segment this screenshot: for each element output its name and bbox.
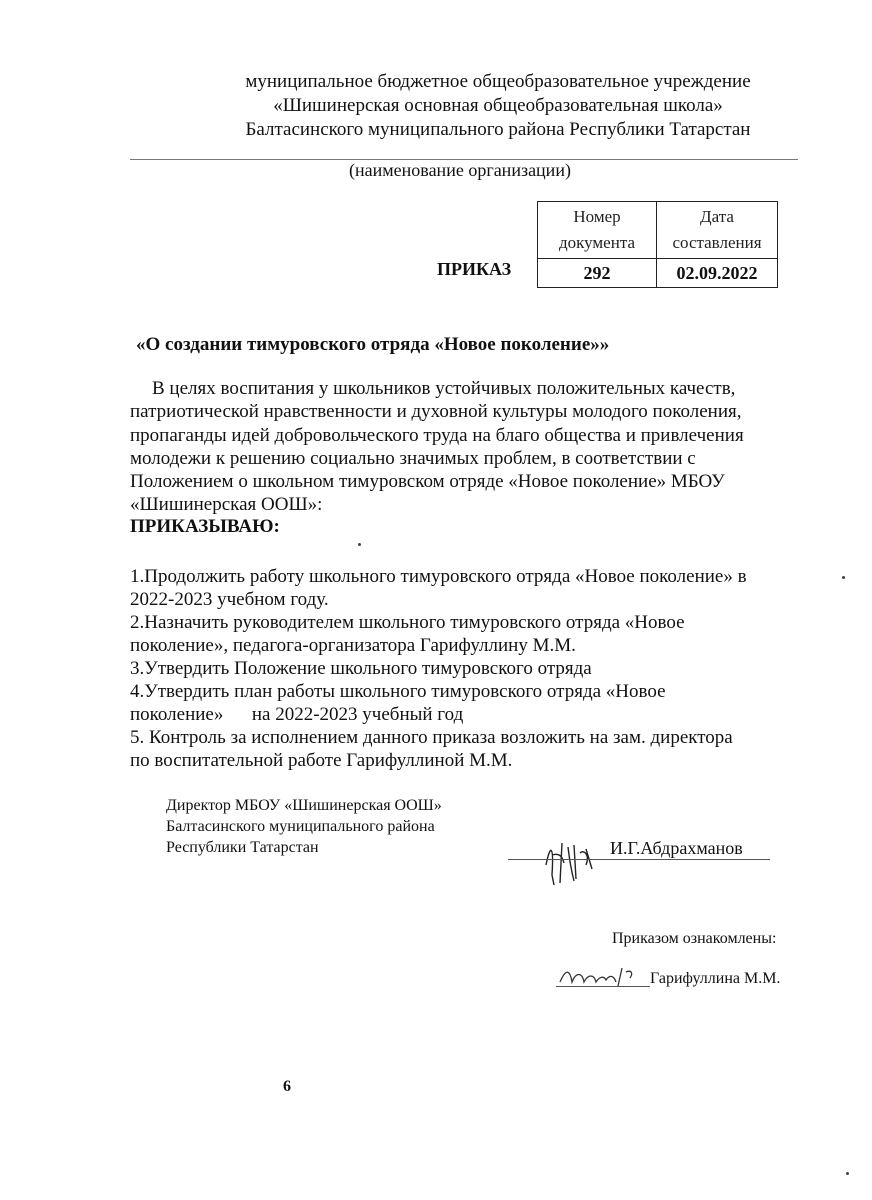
document-type-label: ПРИКАЗ	[437, 259, 512, 279]
org-name-line-1: муниципальное бюджетное общеобразовательное учреждение	[245, 71, 751, 92]
order-item-line: 3.Утвердить Положение школьного тимуровского отряда	[130, 658, 592, 679]
order-heading: ПРИКАЗЫВАЮ:	[130, 516, 280, 537]
order-item-line: 2.Назначить руководителем школьного тимуровского отряда «Новое	[130, 612, 685, 633]
director-block	[166, 795, 442, 858]
document-info-table	[537, 201, 778, 288]
org-name-line-3: Балтасинского муниципального района Республики Татарстан	[245, 119, 751, 140]
director-signature-line	[508, 859, 770, 860]
preamble-line: молодежи к решению социально значимых проблем, в соответствии с	[130, 447, 696, 469]
preamble-paragraph	[130, 377, 800, 517]
preamble-line: пропаганды идей добровольческого труда на благо общества и привлечения	[130, 424, 744, 446]
document-title: «О создании тимуровского отряда «Новое поколение»»	[136, 334, 610, 355]
order-item-line: поколение» на 2022-2023 учебный год	[130, 704, 464, 725]
doc-date-value: 02.09.2022	[657, 259, 778, 288]
director-district: Балтасинского муниципального района	[166, 818, 435, 835]
order-item-line: 1.Продолжить работу школьного тимуровского отряда «Новое поколение» в	[130, 566, 747, 587]
doc-number-header: Номер документа	[538, 202, 657, 259]
scan-speck	[846, 1172, 849, 1175]
order-item-line: по воспитательной работе Гарифуллиной М.М.	[130, 750, 513, 771]
preamble-line: «Шишинерская ООШ»:	[130, 494, 323, 516]
preamble-line: Положением о школьном тимуровском отряде «Новое поколение» МБОУ	[130, 471, 725, 493]
director-republic: Республики Татарстан	[166, 839, 319, 856]
order-items-list	[130, 565, 810, 772]
page-number: 6	[283, 1078, 291, 1095]
acknowledgement-label: Приказом ознакомлены:	[612, 930, 777, 947]
director-signature	[540, 835, 610, 890]
director-title: Директор МБОУ «Шишинерская ООШ»	[166, 797, 442, 814]
preamble-line: патриотической нравственности и духовной культуры молодого поколения,	[130, 401, 742, 423]
director-name: И.Г.Абдрахманов	[610, 838, 743, 858]
doc-number-value: 292	[538, 259, 657, 288]
doc-date-header: Дата составления	[657, 202, 778, 259]
order-item-line: 2022-2023 учебном году.	[130, 589, 329, 610]
order-item-line: 5. Контроль за исполнением данного приказа возложить на зам. директора	[130, 727, 733, 748]
acknowledgement-signature-line	[556, 986, 650, 987]
acknowledgement-name: Гарифуллина М.М.	[650, 970, 781, 987]
order-item-line: поколение», педагога-организатора Гарифуллину М.М.	[130, 635, 576, 656]
org-caption: (наименование организации)	[349, 160, 571, 180]
scan-speck	[358, 543, 361, 546]
org-name-line-2: «Шишинерская основная общеобразовательная школа»	[273, 95, 723, 116]
scan-speck	[842, 576, 845, 579]
preamble-line: В целях воспитания у школьников устойчивых положительных качеств,	[152, 378, 736, 399]
order-item-line: 4.Утвердить план работы школьного тимуровского отряда «Новое	[130, 681, 666, 702]
